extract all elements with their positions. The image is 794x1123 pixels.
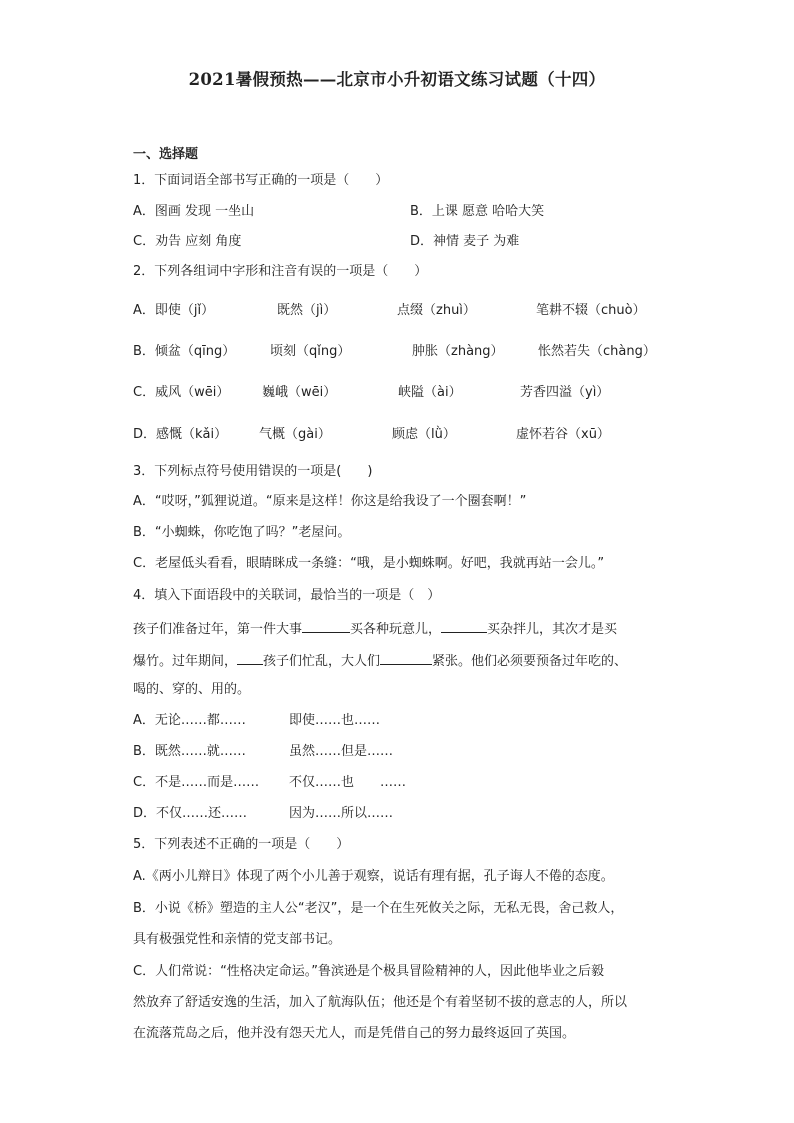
q2-option-a-4: 笔耕不辍（chuò） [536, 303, 646, 318]
q5-option-b-line-1: B．小说《桥》塑造的主人公“老汉”，是一个在生死攸关之际，无私无畏，舍己救人， [133, 901, 624, 916]
q2-stem: 2．下列各组词中字形和注音有误的一项是（ ） [133, 264, 428, 279]
q3-option-a: A．“哎呀，”狐狸说道。“原来是这样！你这是给我设了一个圈套啊！” [133, 494, 527, 509]
q4-passage-text: 孩子们忙乱，大人们 [263, 654, 381, 669]
q2-option-d-4: 虚怀若谷（xū） [516, 427, 610, 442]
fill-blank[interactable] [302, 618, 350, 633]
q4-option-d-2: 因为……所以…… [289, 806, 394, 821]
q4-option-c-2: 不仅……也 …… [289, 775, 407, 790]
q3-option-b: B．“小蜘蛛，你吃饱了吗？”老屋问。 [133, 525, 351, 540]
q4-option-a-2: 即使……也…… [289, 713, 381, 728]
q2-option-c-2: 巍峨（wēi） [262, 385, 337, 400]
q1-option-d: D．神情 麦子 为难 [410, 234, 520, 249]
q2-option-d-1: D．感慨（kǎi） [133, 427, 228, 442]
q2-option-b-4: 怅然若失（chàng） [538, 344, 656, 359]
q1-option-c: C．劝告 应刻 角度 [133, 234, 242, 249]
page-title: 2021暑假预热——北京市小升初语文练习试题（十四） [188, 70, 606, 89]
q4-passage-text: 爆竹。过年期间， [133, 654, 238, 669]
q1-option-a: A．图画 发现 一坐山 [133, 204, 255, 219]
q4-passage-text: 买各种玩意儿， [350, 622, 442, 637]
q2-option-c-3: 峡隘（ài） [398, 385, 462, 400]
q5-option-c-line-3: 在流落荒岛之后，他并没有怨天尤人，而是凭借自己的努力最终返回了英国。 [133, 1026, 576, 1041]
q5-option-b-line-2: 具有极强党性和亲情的党支部书记。 [133, 932, 342, 947]
q4-option-b-1: B．既然……就…… [133, 744, 246, 759]
q2-option-a-1: A．即使（jǐ） [133, 303, 215, 318]
fill-blank[interactable] [380, 650, 432, 665]
q1-stem: 1．下面词语全部书写正确的一项是（ ） [133, 173, 389, 188]
q2-option-a-2: 既然（jì） [277, 303, 337, 318]
q4-passage-text: 紧张。他们必须要预备过年吃的、 [432, 654, 628, 669]
q4-option-d-1: D．不仅……还…… [133, 806, 248, 821]
q4-option-b-2: 虽然……但是…… [289, 744, 394, 759]
q3-stem: 3．下列标点符号使用错误的一项是( ) [133, 464, 373, 479]
q4-passage-line-1 [133, 618, 617, 639]
q2-option-d-3: 顾虑（lǜ） [392, 427, 456, 442]
q3-option-c: C．老屋低头看看，眼睛眯成一条缝：“哦，是小蜘蛛啊。好吧，我就再站一会儿。” [133, 556, 605, 571]
q4-stem: 4．填入下面语段中的关联词，最恰当的一项是（ ） [133, 588, 441, 603]
section-heading: 一、选择题 [133, 147, 199, 162]
q4-passage-line-3: 喝的、穿的、用的。 [133, 682, 251, 697]
q5-stem: 5．下列表述不正确的一项是（ ） [133, 837, 350, 852]
q2-option-b-1: B．倾盆（qīng） [133, 344, 236, 359]
q2-option-d-2: 气概（gài） [259, 427, 331, 442]
q2-option-a-3: 点缀（zhuì） [397, 303, 476, 318]
q4-option-a-1: A．无论……都…… [133, 713, 246, 728]
q5-option-a: A.《两小儿辩日》体现了两个小儿善于观察，说话有理有据，孔子诲人不倦的态度。 [133, 869, 614, 884]
q2-option-b-3: 肿胀（zhàng） [412, 344, 504, 359]
q2-option-c-4: 芳香四溢（yì） [520, 385, 610, 400]
fill-blank[interactable] [441, 618, 487, 633]
q1-option-b: B．上课 愿意 哈哈大笑 [410, 204, 545, 219]
q2-option-b-2: 顷刻（qǐng） [270, 344, 351, 359]
q4-passage-text: 买杂拌儿，其次才是买 [487, 622, 618, 637]
q5-option-c-line-1: C．人们常说：“性格决定命运。”鲁滨逊是个极具冒险精神的人，因此他毕业之后毅 [133, 964, 605, 979]
q4-option-c-1: C．不是……而是…… [133, 775, 260, 790]
q2-option-c-1: C．威风（wēi） [133, 385, 230, 400]
q4-passage-text: 孩子们准备过年，第一件大事 [133, 622, 303, 637]
q5-option-c-line-2: 然放弃了舒适安逸的生活，加入了航海队伍；他还是个有着坚韧不拔的意志的人，所以 [133, 995, 628, 1010]
q4-passage-line-2 [133, 650, 627, 671]
fill-blank[interactable] [237, 650, 263, 665]
